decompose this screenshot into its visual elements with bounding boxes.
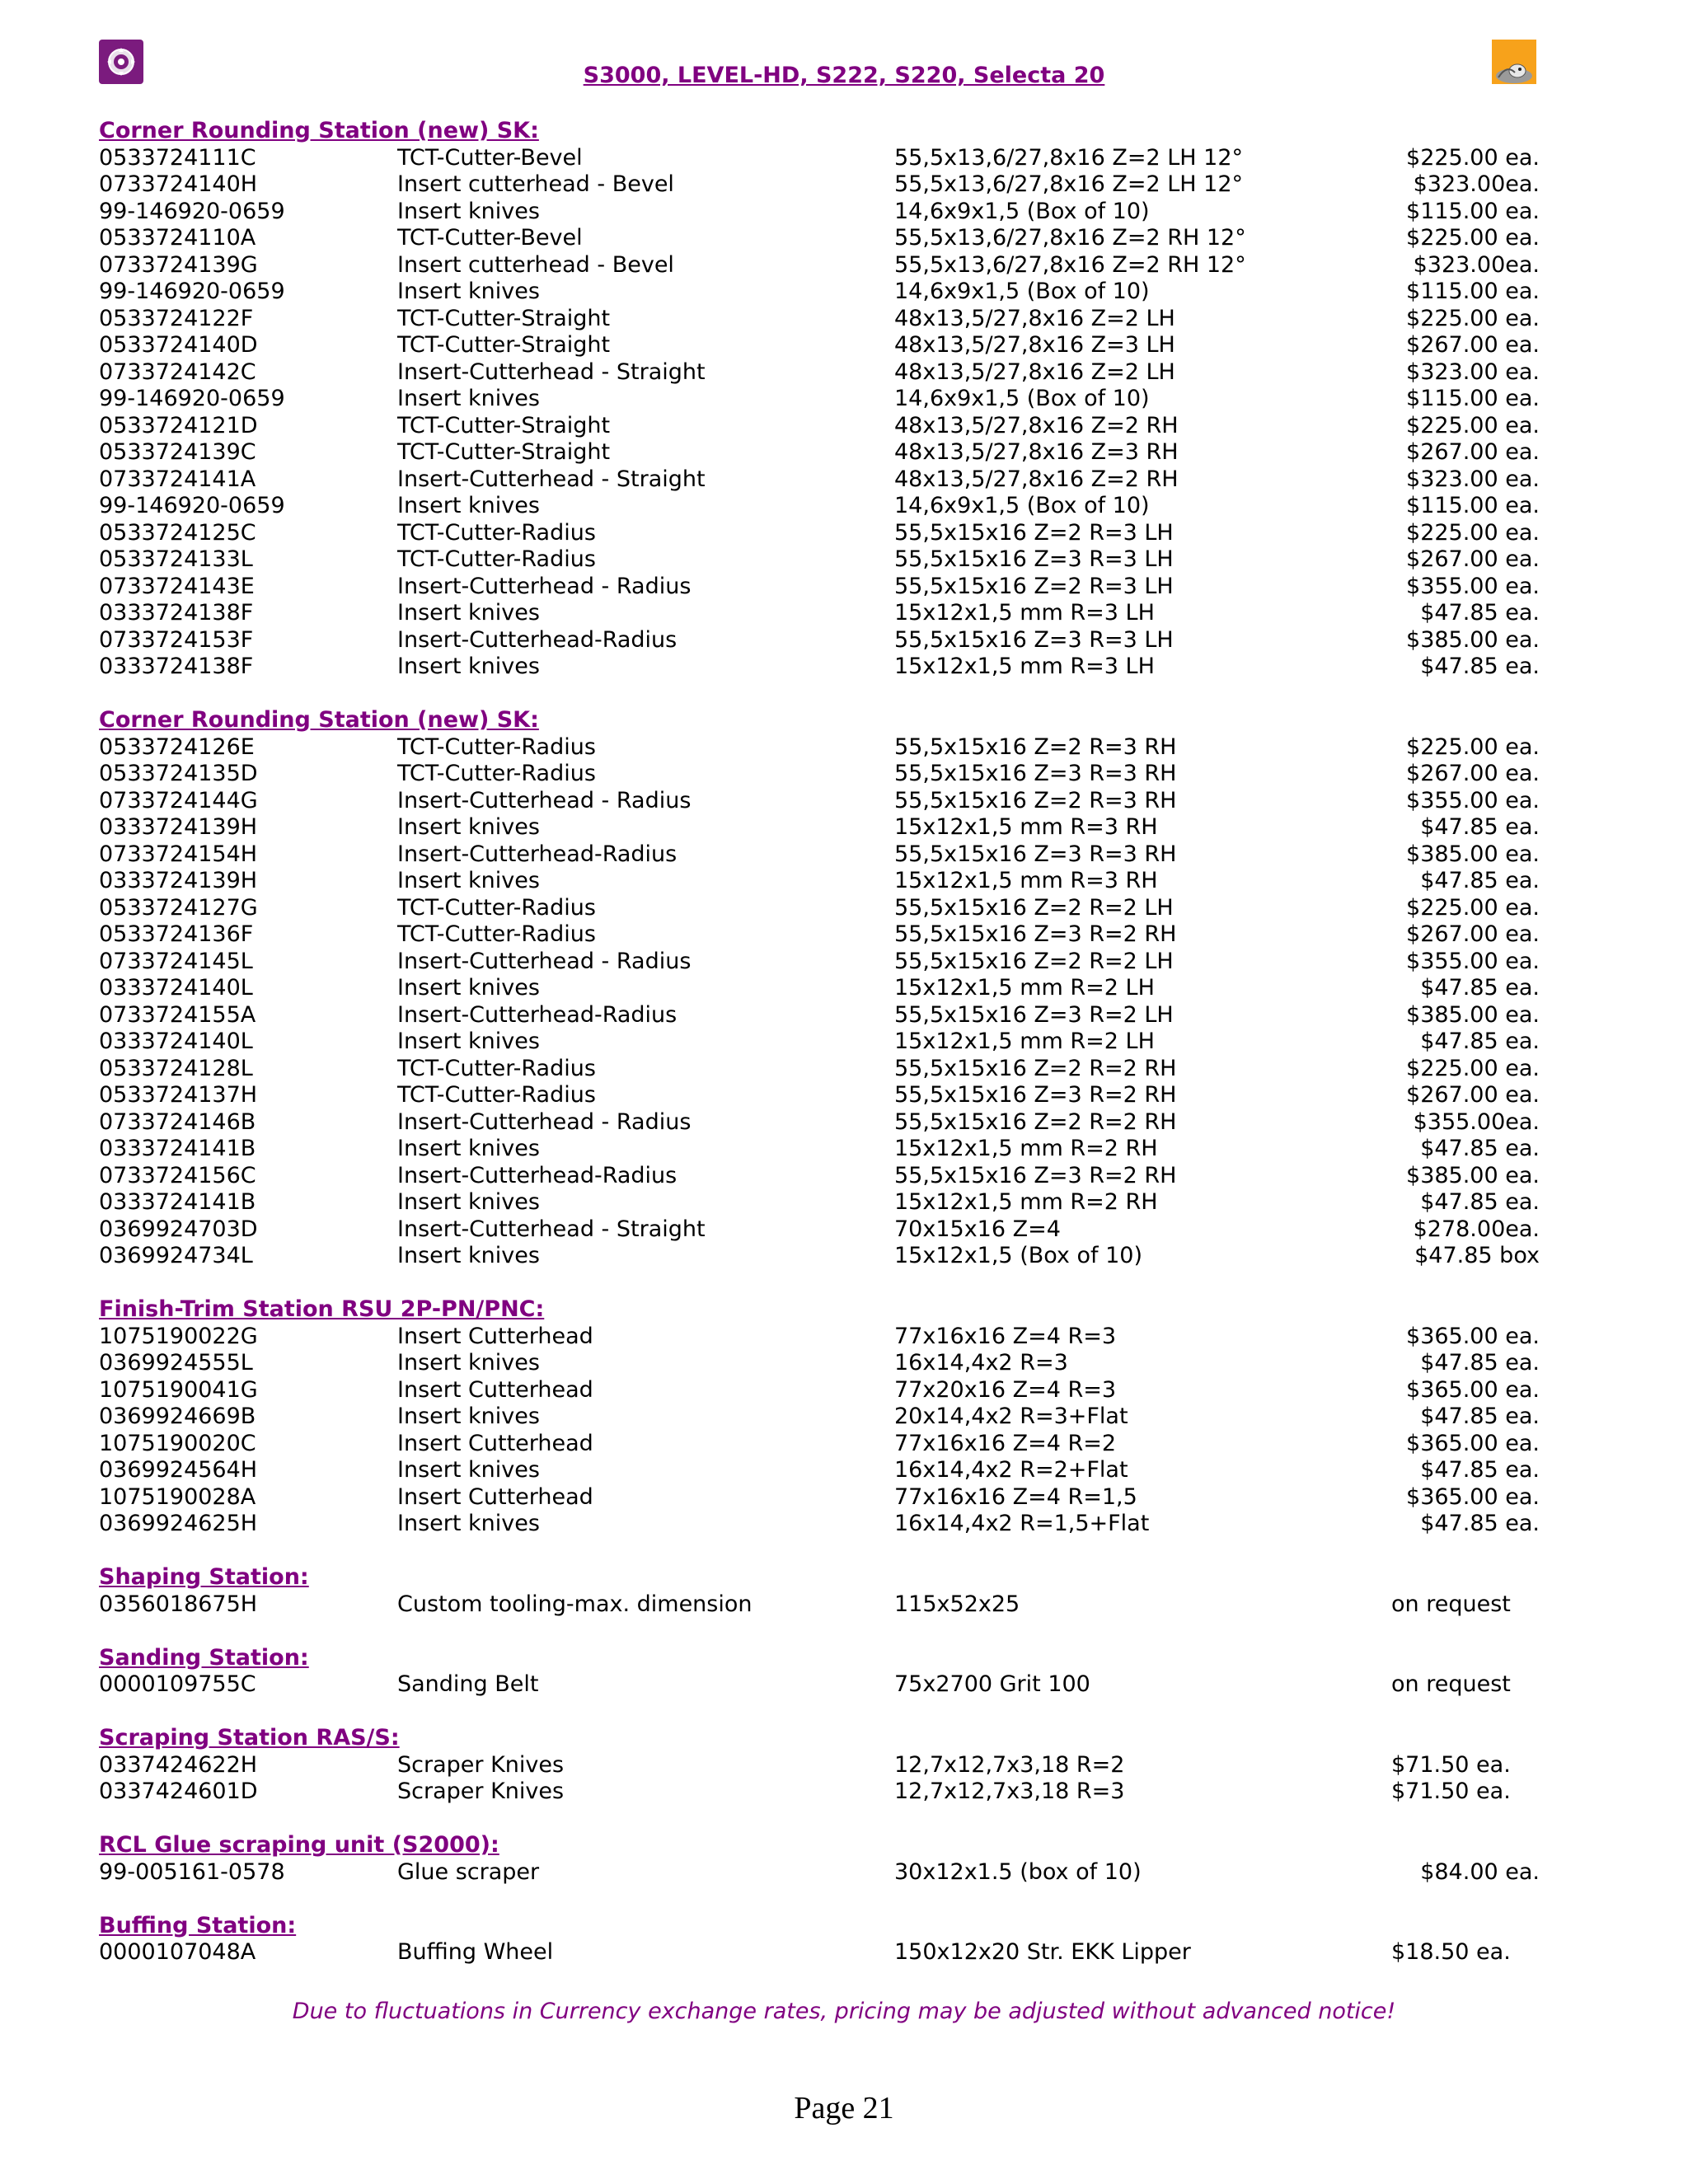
price-section (99, 1564, 1550, 1618)
item-dimensions: 55,5x15x16 Z=3 R=2 RH (894, 921, 1177, 947)
section-heading: Sanding Station: (99, 1644, 309, 1671)
price-section (99, 1645, 1550, 1699)
item-description: Insert knives (397, 1350, 540, 1376)
part-number: 0333724141B (99, 1189, 256, 1215)
item-dimensions: 77x16x16 Z=4 R=1,5 (894, 1483, 1137, 1510)
part-number: 99-146920-0659 (99, 279, 285, 304)
table-row (99, 627, 1550, 654)
part-number: 0533724136F (99, 921, 254, 947)
item-description: TCT-Cutter-Bevel (397, 225, 583, 251)
item-description: Insert knives (397, 1243, 540, 1268)
table-row (99, 895, 1550, 922)
table-row (99, 386, 1550, 413)
item-dimensions: 15x12x1,5 mm R=3 RH (894, 868, 1158, 893)
part-number: 0369924625H (99, 1511, 258, 1536)
part-number: 0533724133L (99, 546, 253, 572)
item-dimensions: 14,6x9x1,5 (Box of 10) (894, 198, 1150, 224)
part-number: 0369924564H (99, 1457, 258, 1483)
item-dimensions: 12,7x12,7x3,18 R=2 (894, 1751, 1125, 1778)
item-price: $71.50 ea. (1391, 1751, 1511, 1778)
table-row (99, 332, 1550, 359)
item-dimensions: 55,5x15x16 Z=2 R=2 RH (894, 1055, 1177, 1081)
section-heading: Corner Rounding Station (new) SK: (99, 707, 539, 733)
price-section (99, 707, 1550, 1270)
item-price: $323.00ea. (1413, 251, 1540, 278)
mascot-logo-icon (1492, 40, 1536, 84)
item-price: $47.85 ea. (1420, 1350, 1540, 1376)
part-number: 0733724144G (99, 787, 258, 813)
item-dimensions: 16x14,4x2 R=2+Flat (894, 1457, 1128, 1483)
item-dimensions: 14,6x9x1,5 (Box of 10) (894, 386, 1150, 411)
item-price: on request (1391, 1591, 1511, 1617)
table-row (99, 493, 1550, 520)
item-price: $71.50 ea. (1391, 1779, 1511, 1804)
part-number: 0533724125C (99, 519, 256, 546)
table-row (99, 1457, 1550, 1484)
item-description: Insert knives (397, 1457, 540, 1483)
item-description: Insert-Cutterhead - Straight (397, 1216, 706, 1242)
item-description: Insert knives (397, 1511, 540, 1536)
table-row (99, 841, 1550, 869)
price-section (99, 118, 1550, 681)
item-dimensions: 55,5x15x16 Z=2 R=3 RH (894, 733, 1177, 760)
item-dimensions: 48x13,5/27,8x16 Z=3 RH (894, 439, 1179, 465)
part-number: 0369924734L (99, 1243, 253, 1268)
part-number: 0533724139C (99, 439, 256, 465)
section-heading: Buffing Station: (99, 1912, 297, 1938)
item-description: TCT-Cutter-Radius (397, 1055, 596, 1081)
table-row (99, 1189, 1550, 1216)
item-price: $115.00 ea. (1406, 279, 1540, 304)
item-price: on request (1391, 1671, 1511, 1697)
part-number: 1075190022G (99, 1323, 258, 1349)
table-row (99, 600, 1550, 627)
part-number: 0369924669B (99, 1404, 256, 1429)
item-dimensions: 15x12x1,5 mm R=3 LH (894, 654, 1155, 679)
item-dimensions: 55,5x15x16 Z=2 R=3 LH (894, 573, 1174, 599)
item-description: Scraper Knives (397, 1751, 565, 1778)
table-row (99, 199, 1550, 226)
item-description: Insert Cutterhead (397, 1376, 593, 1403)
item-price: $47.85 ea. (1420, 975, 1540, 1001)
part-number: 0533724137H (99, 1082, 258, 1108)
item-price: $385.00 ea. (1406, 626, 1540, 653)
table-row (99, 814, 1550, 841)
item-description: Insert cutterhead - Bevel (397, 251, 674, 278)
price-section (99, 1296, 1550, 1538)
part-number: 0533724121D (99, 412, 258, 438)
table-row (99, 1324, 1550, 1351)
item-dimensions: 30x12x1.5 (box of 10) (894, 1858, 1142, 1885)
item-description: Custom tooling-max. dimension (397, 1591, 753, 1617)
item-description: Insert knives (397, 1029, 540, 1054)
item-description: Insert knives (397, 386, 540, 411)
item-dimensions: 20x14,4x2 R=3+Flat (894, 1404, 1128, 1429)
item-dimensions: 55,5x15x16 Z=2 R=3 RH (894, 787, 1177, 813)
part-number: 0000107048A (99, 1939, 256, 1965)
item-dimensions: 75x2700 Grit 100 (894, 1671, 1090, 1697)
part-number: 0337424601D (99, 1779, 258, 1804)
item-description: TCT-Cutter-Straight (397, 305, 611, 331)
item-dimensions: 55,5x15x16 Z=3 R=3 LH (894, 546, 1174, 572)
item-price: $323.00 ea. (1406, 359, 1540, 385)
item-dimensions: 48x13,5/27,8x16 Z=3 LH (894, 332, 1175, 358)
part-number: 0733724146B (99, 1108, 256, 1135)
item-description: Insert-Cutterhead - Straight (397, 359, 706, 385)
table-row (99, 1082, 1550, 1109)
item-price: $47.85 ea. (1420, 1511, 1540, 1536)
item-price: $365.00 ea. (1406, 1483, 1540, 1510)
item-price: $47.85 box (1414, 1243, 1540, 1268)
item-description: TCT-Cutter-Radius (397, 733, 596, 760)
table-row (99, 225, 1550, 252)
item-dimensions: 55,5x15x16 Z=2 R=2 LH (894, 894, 1174, 921)
item-price: $47.85 ea. (1420, 868, 1540, 893)
item-price: $267.00 ea. (1406, 1082, 1540, 1108)
table-row (99, 413, 1550, 440)
item-description: Insert knives (397, 198, 540, 224)
item-price: $355.00 ea. (1406, 948, 1540, 974)
item-description: Insert-Cutterhead - Radius (397, 573, 692, 599)
part-number: 99-005161-0578 (99, 1858, 285, 1885)
item-price: $115.00 ea. (1406, 386, 1540, 411)
part-number: 0000109755C (99, 1671, 256, 1697)
item-description: TCT-Cutter-Radius (397, 921, 596, 947)
table-row (99, 546, 1550, 574)
part-number: 0333724140L (99, 975, 253, 1001)
item-price: $47.85 ea. (1420, 1404, 1540, 1429)
part-number: 0533724122F (99, 305, 254, 331)
item-dimensions: 55,5x13,6/27,8x16 Z=2 LH 12° (894, 144, 1244, 171)
item-price: $323.00 ea. (1406, 466, 1540, 492)
item-dimensions: 15x12x1,5 mm R=2 LH (894, 1029, 1155, 1054)
item-description: TCT-Cutter-Straight (397, 332, 611, 358)
item-price: $225.00 ea. (1406, 894, 1540, 921)
item-description: Insert Cutterhead (397, 1483, 593, 1510)
part-number: 1075190041G (99, 1376, 258, 1403)
part-number: 0333724139H (99, 814, 258, 840)
part-number: 0533724110A (99, 225, 256, 251)
table-row (99, 1056, 1550, 1083)
table-row (99, 734, 1550, 762)
item-dimensions: 15x12x1,5 mm R=2 LH (894, 975, 1155, 1001)
item-price: $385.00 ea. (1406, 1162, 1540, 1188)
item-description: Insert-Cutterhead - Radius (397, 787, 692, 813)
item-dimensions: 55,5x15x16 Z=3 R=2 LH (894, 1001, 1174, 1028)
item-description: Scraper Knives (397, 1779, 565, 1804)
item-price: $355.00 ea. (1406, 787, 1540, 813)
part-number: 0733724139G (99, 251, 258, 278)
item-price: $385.00 ea. (1406, 841, 1540, 867)
item-dimensions: 14,6x9x1,5 (Box of 10) (894, 493, 1150, 518)
part-number: 0533724126E (99, 733, 255, 760)
item-description: TCT-Cutter-Radius (397, 894, 596, 921)
item-description: TCT-Cutter-Bevel (397, 144, 583, 171)
item-price: $225.00 ea. (1406, 144, 1540, 171)
table-row (99, 1243, 1550, 1270)
item-dimensions: 70x15x16 Z=4 (894, 1216, 1061, 1242)
item-dimensions: 48x13,5/27,8x16 Z=2 RH (894, 412, 1179, 438)
currency-notice: Due to fluctuations in Currency exchange rates, pricing may be adjusted without advanced notice! (292, 1999, 1396, 2024)
item-price: $47.85 ea. (1420, 1136, 1540, 1161)
item-description: Insert knives (397, 975, 540, 1001)
part-number: 0369924703D (99, 1216, 258, 1242)
item-description: TCT-Cutter-Radius (397, 519, 596, 546)
part-number: 0733724156C (99, 1162, 256, 1188)
table-row (99, 1939, 1550, 1966)
item-dimensions: 16x14,4x2 R=3 (894, 1350, 1068, 1376)
item-price: $355.00ea. (1413, 1108, 1540, 1135)
price-list (99, 118, 1550, 1993)
item-dimensions: 77x16x16 Z=4 R=3 (894, 1323, 1117, 1349)
item-price: $225.00 ea. (1406, 733, 1540, 760)
item-description: Insert Cutterhead (397, 1323, 593, 1349)
item-description: Insert knives (397, 600, 540, 626)
part-number: 0733724140H (99, 171, 258, 197)
item-price: $267.00 ea. (1406, 546, 1540, 572)
table-row (99, 921, 1550, 949)
item-dimensions: 55,5x13,6/27,8x16 Z=2 RH 12° (894, 251, 1246, 278)
item-dimensions: 14,6x9x1,5 (Box of 10) (894, 279, 1150, 304)
item-price: $365.00 ea. (1406, 1323, 1540, 1349)
item-price: $225.00 ea. (1406, 412, 1540, 438)
item-dimensions: 150x12x20 Str. EKK Lipper (894, 1939, 1191, 1965)
item-description: Insert knives (397, 1136, 540, 1161)
item-description: Insert-Cutterhead-Radius (397, 1001, 678, 1028)
part-number: 0533724127G (99, 894, 258, 921)
page-number: Page 21 (794, 2091, 894, 2125)
item-price: $115.00 ea. (1406, 198, 1540, 224)
table-row (99, 1377, 1550, 1404)
part-number: 99-146920-0659 (99, 198, 285, 224)
item-dimensions: 55,5x15x16 Z=3 R=2 RH (894, 1082, 1177, 1108)
section-heading: Finish-Trim Station RSU 2P-PN/PNC: (99, 1296, 545, 1322)
item-description: TCT-Cutter-Radius (397, 761, 596, 786)
part-number: 0333724141B (99, 1136, 256, 1161)
part-number: 0733724145L (99, 948, 253, 974)
table-row (99, 306, 1550, 333)
item-price: $267.00 ea. (1406, 332, 1540, 358)
part-number: 0333724139H (99, 868, 258, 893)
item-description: Insert knives (397, 1404, 540, 1429)
table-row (99, 1752, 1550, 1779)
part-number: 0333724140L (99, 1029, 253, 1054)
table-row (99, 359, 1550, 387)
table-row (99, 1779, 1550, 1806)
part-number: 99-146920-0659 (99, 493, 285, 518)
price-section (99, 1913, 1550, 1966)
item-description: Insert-Cutterhead-Radius (397, 1162, 678, 1188)
item-dimensions: 55,5x13,6/27,8x16 Z=2 RH 12° (894, 225, 1246, 251)
table-row (99, 439, 1550, 466)
table-row (99, 1404, 1550, 1431)
item-dimensions: 48x13,5/27,8x16 Z=2 RH (894, 466, 1179, 492)
item-description: Insert-Cutterhead-Radius (397, 626, 678, 653)
table-row (99, 788, 1550, 815)
item-dimensions: 15x12x1,5 mm R=2 RH (894, 1189, 1158, 1215)
table-row (99, 1163, 1550, 1190)
item-description: Insert knives (397, 1189, 540, 1215)
item-description: Insert knives (397, 493, 540, 518)
item-description: Insert knives (397, 868, 540, 893)
item-price: $365.00 ea. (1406, 1376, 1540, 1403)
table-row (99, 520, 1550, 547)
item-price: $47.85 ea. (1420, 1029, 1540, 1054)
table-row (99, 1029, 1550, 1056)
item-price: $115.00 ea. (1406, 493, 1540, 518)
item-price: $47.85 ea. (1420, 814, 1540, 840)
item-description: TCT-Cutter-Radius (397, 546, 596, 572)
item-dimensions: 16x14,4x2 R=1,5+Flat (894, 1511, 1150, 1536)
item-description: Sanding Belt (397, 1671, 539, 1697)
part-number: 0733724154H (99, 841, 258, 867)
item-price: $267.00 ea. (1406, 761, 1540, 786)
item-dimensions: 77x16x16 Z=4 R=2 (894, 1430, 1117, 1456)
item-description: Buffing Wheel (397, 1939, 554, 1965)
item-description: TCT-Cutter-Straight (397, 439, 611, 465)
table-row (99, 466, 1550, 494)
item-dimensions: 15x12x1,5 mm R=2 RH (894, 1136, 1158, 1161)
section-heading: Shaping Station: (99, 1564, 309, 1590)
part-number: 0733724155A (99, 1001, 256, 1028)
item-dimensions: 55,5x15x16 Z=3 R=3 RH (894, 841, 1177, 867)
item-price: $225.00 ea. (1406, 519, 1540, 546)
item-price: $47.85 ea. (1420, 600, 1540, 626)
table-row (99, 949, 1550, 976)
table-row (99, 1511, 1550, 1538)
item-description: Insert knives (397, 654, 540, 679)
item-price: $84.00 ea. (1420, 1858, 1540, 1885)
item-dimensions: 55,5x15x16 Z=2 R=3 LH (894, 519, 1174, 546)
item-dimensions: 55,5x15x16 Z=3 R=3 LH (894, 626, 1174, 653)
part-number: 1075190020C (99, 1430, 256, 1456)
table-row (99, 1671, 1550, 1699)
item-price: $47.85 ea. (1420, 1189, 1540, 1215)
part-number: 0733724153F (99, 626, 254, 653)
part-number: 0733724143E (99, 573, 255, 599)
table-row (99, 975, 1550, 1002)
item-dimensions: 115x52x25 (894, 1591, 1020, 1617)
table-row (99, 1216, 1550, 1244)
item-dimensions: 55,5x15x16 Z=2 R=2 LH (894, 948, 1174, 974)
table-row (99, 252, 1550, 279)
part-number: 0337424622H (99, 1751, 258, 1778)
item-description: Insert knives (397, 279, 540, 304)
item-price: $47.85 ea. (1420, 1457, 1540, 1483)
table-row (99, 1431, 1550, 1458)
table-row (99, 145, 1550, 172)
part-number: 0533724128L (99, 1055, 253, 1081)
item-description: Insert-Cutterhead - Straight (397, 466, 706, 492)
table-row (99, 1350, 1550, 1377)
item-dimensions: 15x12x1,5 (Box of 10) (894, 1243, 1142, 1268)
item-description: Insert Cutterhead (397, 1430, 593, 1456)
table-row (99, 279, 1550, 306)
item-description: Insert-Cutterhead-Radius (397, 841, 678, 867)
item-price: $278.00ea. (1413, 1216, 1540, 1242)
item-price: $225.00 ea. (1406, 1055, 1540, 1081)
table-row (99, 654, 1550, 681)
item-dimensions: 55,5x15x16 Z=3 R=3 RH (894, 761, 1177, 786)
table-row (99, 1136, 1550, 1163)
item-description: TCT-Cutter-Straight (397, 412, 611, 438)
item-dimensions: 12,7x12,7x3,18 R=3 (894, 1779, 1125, 1804)
item-description: TCT-Cutter-Radius (397, 1082, 596, 1108)
section-heading: Scraping Station RAS/S: (99, 1725, 400, 1750)
table-row (99, 574, 1550, 601)
item-dimensions: 55,5x15x16 Z=3 R=2 RH (894, 1162, 1177, 1188)
price-section (99, 1725, 1550, 1806)
item-dimensions: 15x12x1,5 mm R=3 LH (894, 600, 1155, 626)
section-heading: Corner Rounding Station (new) SK: (99, 118, 539, 143)
item-price: $225.00 ea. (1406, 225, 1540, 251)
item-description: Insert-Cutterhead - Radius (397, 948, 692, 974)
price-section (99, 1832, 1550, 1886)
part-number: 0733724141A (99, 466, 256, 492)
item-dimensions: 15x12x1,5 mm R=3 RH (894, 814, 1158, 840)
part-number: 0333724138F (99, 654, 254, 679)
item-dimensions: 55,5x13,6/27,8x16 Z=2 LH 12° (894, 171, 1244, 197)
item-description: Insert-Cutterhead - Radius (397, 1108, 692, 1135)
part-number: 0369924555L (99, 1350, 253, 1376)
item-price: $365.00 ea. (1406, 1430, 1540, 1456)
item-price: $385.00 ea. (1406, 1001, 1540, 1028)
part-number: 0356018675H (99, 1591, 258, 1617)
table-row (99, 1859, 1550, 1886)
item-price: $267.00 ea. (1406, 921, 1540, 947)
item-price: $225.00 ea. (1406, 305, 1540, 331)
item-dimensions: 48x13,5/27,8x16 Z=2 LH (894, 305, 1175, 331)
part-number: 0533724111C (99, 144, 256, 171)
item-description: Insert knives (397, 814, 540, 840)
section-heading: RCL Glue scraping unit (S2000): (99, 1832, 499, 1858)
part-number: 0733724142C (99, 359, 256, 385)
item-price: $323.00ea. (1413, 171, 1540, 197)
part-number: 99-146920-0659 (99, 386, 285, 411)
table-row (99, 1109, 1550, 1137)
part-number: 0533724135D (99, 761, 258, 786)
item-description: Glue scraper (397, 1858, 540, 1885)
table-row (99, 1002, 1550, 1029)
table-row (99, 761, 1550, 788)
item-price: $267.00 ea. (1406, 439, 1540, 465)
table-row (99, 1591, 1550, 1619)
part-number: 0533724140D (99, 332, 258, 358)
item-description: Insert cutterhead - Bevel (397, 171, 674, 197)
part-number: 0333724138F (99, 600, 254, 626)
item-price: $18.50 ea. (1391, 1939, 1511, 1965)
item-dimensions: 48x13,5/27,8x16 Z=2 LH (894, 359, 1175, 385)
part-number: 1075190028A (99, 1483, 256, 1510)
item-dimensions: 77x20x16 Z=4 R=3 (894, 1376, 1117, 1403)
page-title: S3000, LEVEL-HD, S222, S220, Selecta 20 (583, 63, 1105, 88)
table-row (99, 1484, 1550, 1511)
item-price: $47.85 ea. (1420, 654, 1540, 679)
table-row (99, 868, 1550, 895)
item-dimensions: 55,5x15x16 Z=2 R=2 RH (894, 1108, 1177, 1135)
item-price: $355.00 ea. (1406, 573, 1540, 599)
table-row (99, 171, 1550, 199)
